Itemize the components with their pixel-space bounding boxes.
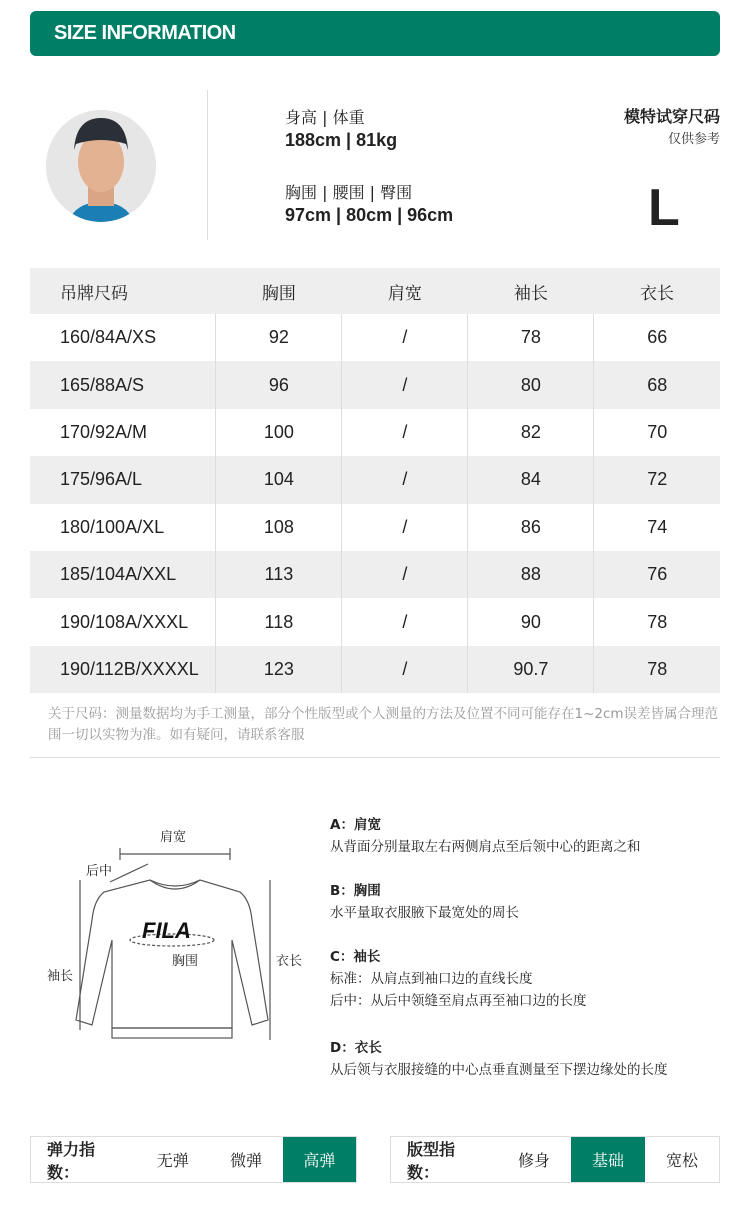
elasticity-option-none: 无弹 bbox=[156, 1151, 189, 1170]
model-avatar bbox=[46, 110, 156, 222]
table-cell: 86 bbox=[468, 504, 594, 551]
fila-logo: FILA bbox=[142, 918, 191, 943]
table-cell: 66 bbox=[594, 314, 720, 361]
measurements-label: 胸围 | 腰围 | 臀围 bbox=[285, 183, 413, 202]
elasticity-option-high: 高弹 bbox=[283, 1137, 356, 1182]
table-row bbox=[30, 551, 720, 598]
table-row bbox=[30, 361, 720, 408]
chest-label: 胸围 bbox=[172, 954, 199, 969]
table-row bbox=[30, 409, 720, 456]
table-cell: 82 bbox=[468, 409, 594, 456]
table-cell: 72 bbox=[594, 456, 720, 503]
sweatshirt-diagram bbox=[40, 820, 320, 1060]
sleeve-label: 袖长 bbox=[47, 969, 74, 984]
table-cell: 76 bbox=[594, 551, 720, 598]
table-cell: 190/108A/XXXL bbox=[60, 611, 189, 632]
height-weight-label: 身高 | 体重 bbox=[285, 108, 365, 127]
height-weight-value: 188cm | 81kg bbox=[285, 130, 398, 150]
table-cell: 180/100A/XL bbox=[60, 516, 165, 537]
table-cell: / bbox=[342, 409, 468, 456]
table-cell: 160/84A/XS bbox=[60, 327, 157, 348]
column-header: 袖长 bbox=[468, 268, 594, 314]
table-cell: / bbox=[342, 314, 468, 361]
table-cell: 190/112B/XXXXL bbox=[30, 646, 216, 693]
table-cell: 78 bbox=[594, 646, 720, 693]
table-cell: 84 bbox=[468, 456, 594, 503]
table-cell: / bbox=[342, 504, 468, 551]
length-label: 衣长 bbox=[276, 954, 303, 969]
table-row bbox=[30, 598, 720, 645]
size-information-banner: SIZE INFORMATION bbox=[30, 11, 720, 56]
table-cell: 104 bbox=[216, 456, 342, 503]
table-cell: 108 bbox=[216, 504, 342, 551]
fit-option-loose: 宽松 bbox=[665, 1151, 698, 1170]
table-cell: 78 bbox=[468, 314, 594, 361]
table-row bbox=[30, 314, 720, 361]
table-cell: 88 bbox=[468, 551, 594, 598]
back-center-label: 后中 bbox=[86, 864, 113, 879]
fit-option-slim: 修身 bbox=[517, 1151, 550, 1170]
table-cell: 123 bbox=[216, 646, 342, 693]
table-cell: / bbox=[342, 361, 468, 408]
measurements-value: 97cm | 80cm | 96cm bbox=[285, 205, 454, 225]
table-row bbox=[30, 504, 720, 551]
table-cell: 100 bbox=[216, 409, 342, 456]
table-cell: 90 bbox=[468, 598, 594, 645]
definition-sleeve: C：袖长 标准：从肩点到袖口边的直线长度 后中：从后中领缝至肩点再至袖口边的长度 bbox=[330, 949, 587, 1009]
table-cell: / bbox=[342, 456, 468, 503]
definition-length: D：衣长 从后领与衣服接缝的中心点垂直测量至下摆边缘处的长度 bbox=[330, 1040, 668, 1078]
size-table bbox=[30, 268, 720, 693]
table-row bbox=[30, 646, 720, 693]
divider bbox=[30, 757, 720, 758]
definition-shoulder: A：肩宽 从背面分别量取左右两侧肩点至后领中心的距离之和 bbox=[330, 817, 641, 855]
table-cell: 170/92A/M bbox=[60, 421, 148, 442]
model-size: L bbox=[648, 179, 680, 237]
table-cell: 90.7 bbox=[468, 646, 594, 693]
table-cell: 96 bbox=[216, 361, 342, 408]
table-cell: 80 bbox=[468, 361, 594, 408]
elasticity-option-slight: 微弹 bbox=[230, 1151, 263, 1170]
table-cell: 113 bbox=[216, 551, 342, 598]
table-cell: / bbox=[342, 646, 468, 693]
table-cell: 92 bbox=[216, 314, 342, 361]
table-cell: 165/88A/S bbox=[30, 361, 216, 408]
elasticity-label: 弹力指数： bbox=[47, 1139, 96, 1182]
model-size-title: 模特试穿尺码 bbox=[623, 107, 720, 126]
table-cell: 70 bbox=[594, 409, 720, 456]
fit-index bbox=[390, 1136, 720, 1183]
shoulder-label: 肩宽 bbox=[160, 830, 187, 845]
table-row bbox=[30, 456, 720, 503]
measurement-note: 关于尺码：测量数据均为手工测量，部分个性版型或个人测量的方法及位置不同可能存在1~2cm误差皆属合理范围一切以实物为准。如有疑问，请联系客服 bbox=[48, 706, 719, 743]
table-cell: 175/96A/L bbox=[30, 456, 216, 503]
model-size-subtitle: 仅供参考 bbox=[667, 132, 720, 147]
table-cell: / bbox=[342, 551, 468, 598]
column-header: 肩宽 bbox=[342, 268, 468, 314]
column-header: 胸围 bbox=[216, 268, 342, 314]
column-header: 衣长 bbox=[594, 268, 720, 314]
elasticity-index bbox=[30, 1136, 357, 1183]
table-cell: 68 bbox=[594, 361, 720, 408]
table-cell: 74 bbox=[594, 504, 720, 551]
table-cell: 185/104A/XXL bbox=[30, 551, 216, 598]
fit-label: 版型指数： bbox=[407, 1139, 456, 1182]
table-cell: 118 bbox=[216, 598, 342, 645]
table-cell: / bbox=[342, 598, 468, 645]
column-header: 吊牌尺码 bbox=[30, 268, 216, 314]
fit-option-regular: 基础 bbox=[571, 1137, 645, 1182]
divider bbox=[207, 90, 208, 240]
definition-chest: B：胸围 水平量取衣服腋下最宽处的周长 bbox=[330, 883, 519, 921]
table-cell: 78 bbox=[594, 598, 720, 645]
